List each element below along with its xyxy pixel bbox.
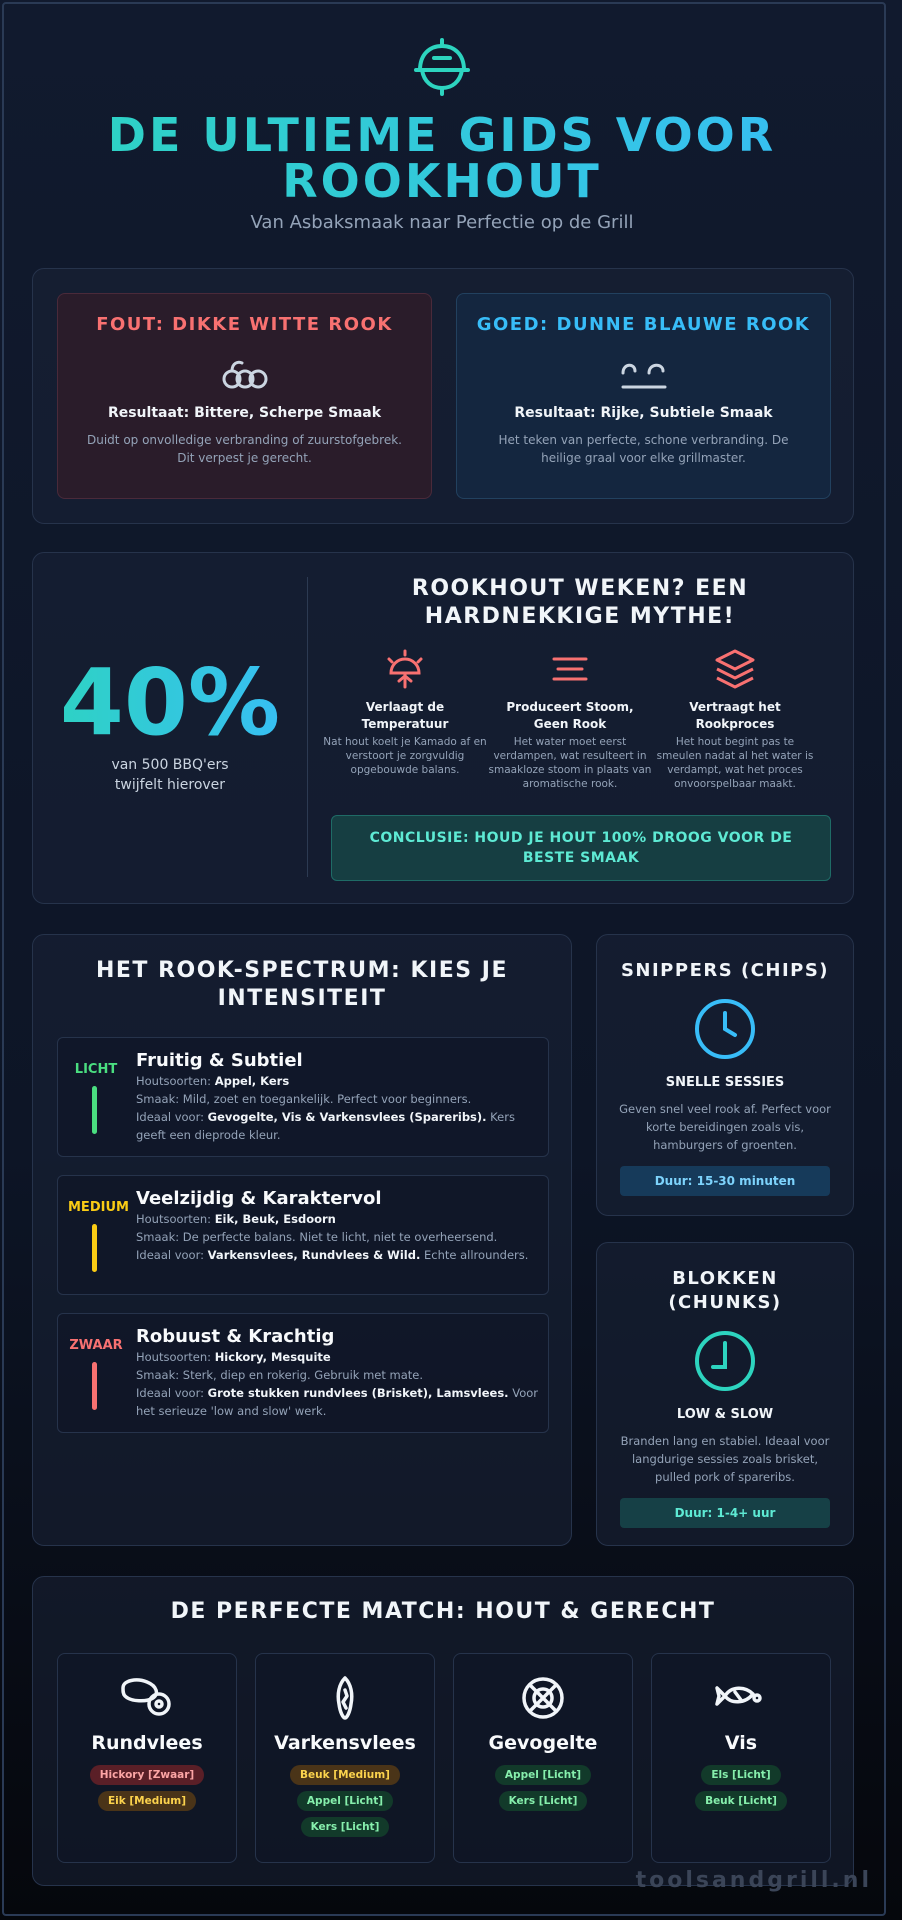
wood-tag: Appel [Licht] — [495, 1765, 591, 1785]
myth-item-steam — [488, 647, 652, 791]
sun-cooling-icon — [383, 647, 427, 691]
tier-medium — [57, 1175, 549, 1295]
myth-head: Produceert Stoom, Geen Rook — [506, 700, 634, 731]
good-smoke-card — [456, 293, 831, 499]
wood-tag: Hickory [Zwaar] — [90, 1765, 204, 1785]
clock-icon — [693, 997, 757, 1061]
tier-bar — [92, 1086, 97, 1134]
bad-smoke-result: Resultaat: Bittere, Scherpe Smaak — [107, 405, 382, 421]
wood-tag: Kers [Licht] — [499, 1791, 588, 1811]
grill-dome-icon — [412, 36, 472, 98]
chunks-duration: Duur: 1-4+ uur — [620, 1498, 830, 1528]
myth-text: Het hout begint pas te smeulen nadat al het water is verdampt, wat het proces onvoorspelbaar maakt. — [656, 736, 814, 790]
tier-woods: Houtsoorten: Appel, Kers — [136, 1074, 290, 1088]
tier-level: ZWAAR — [69, 1338, 123, 1353]
tier-bar — [92, 1224, 97, 1272]
chips-sub: SNELLE SESSIES — [665, 1075, 785, 1090]
match-card-gevogelte — [453, 1653, 633, 1863]
myth-title: ROOKHOUT WEKEN? EEN HARDNEKKIGE MYTHE! — [411, 576, 749, 629]
smoke-panel — [32, 268, 854, 524]
tier-body — [136, 1326, 540, 1420]
spectrum-panel — [32, 934, 572, 1546]
wood-tag: Eik [Medium] — [98, 1791, 196, 1811]
tier-taste: Smaak: Mild, zoet en toegankelijk. Perfect voor beginners. — [136, 1092, 472, 1106]
chunks-sub: LOW & SLOW — [676, 1407, 774, 1422]
match-name: Rundvlees — [91, 1732, 203, 1754]
spectrum-title: HET ROOK-SPECTRUM: KIES JE INTENSITEIT — [95, 958, 508, 1011]
wood-tag: Kers [Licht] — [301, 1817, 390, 1837]
match-name: Varkensvlees — [274, 1732, 416, 1754]
thick-smoke-icon — [220, 357, 270, 391]
watermark: toolsandgrill.nl — [635, 1868, 872, 1893]
bad-smoke-card — [57, 293, 432, 499]
wood-tag: Els [Licht] — [701, 1765, 780, 1785]
stat-number: 40% — [33, 653, 307, 753]
tier-licht — [57, 1037, 549, 1157]
chunks-card — [596, 1242, 854, 1546]
tier-woods: Houtsoorten: Eik, Beuk, Esdoorn — [136, 1212, 336, 1226]
tier-body — [136, 1050, 540, 1144]
myth-text: Het water moet eerst verdampen, wat resulteert in smaakloze stoom in plaats van aromatische rook. — [488, 736, 652, 790]
tier-level: MEDIUM — [68, 1200, 129, 1215]
divider — [307, 577, 308, 877]
tier-name: Robuust & Krachtig — [136, 1326, 335, 1347]
myth-head: Verlaagt de Temperatuur — [361, 700, 449, 731]
myth-panel — [32, 552, 854, 904]
tier-ideal: Ideaal voor: Gevogelte, Vis & Varkensvlees (Spareribs). Kers geeft een dieprode kleur. — [136, 1110, 515, 1142]
good-smoke-title: GOED: DUNNE BLAUWE ROOK — [476, 314, 811, 335]
tag-list — [58, 1762, 236, 1814]
page-title: DE ULTIEME GIDS VOOR ROOKHOUT — [0, 112, 884, 204]
tier-taste: Smaak: De perfecte balans. Niet te licht, niet te overheersend. — [136, 1230, 498, 1244]
chips-card — [596, 934, 854, 1216]
tier-bar — [92, 1362, 97, 1410]
tier-taste: Smaak: Sterk, diep en rokerig. Gebruik met mate. — [136, 1368, 424, 1382]
tag-list — [454, 1762, 632, 1814]
myth-item-temperature — [323, 647, 487, 777]
page-subtitle: Van Asbaksmaak naar Perfectie op de Grill — [250, 212, 634, 233]
tier-body — [136, 1188, 540, 1264]
pork-bone-icon — [315, 1676, 375, 1720]
poultry-icon — [513, 1676, 573, 1720]
chips-desc: Geven snel veel rook af. Perfect voor korte bereidingen zoals vis, hamburgers of groenten. — [619, 1102, 831, 1152]
match-card-vis — [651, 1653, 831, 1863]
match-card-varkensvlees — [255, 1653, 435, 1863]
tier-name: Fruitig & Subtiel — [136, 1050, 303, 1071]
match-name: Gevogelte — [488, 1732, 598, 1754]
clock-icon — [693, 1329, 757, 1393]
steam-lines-icon — [548, 647, 592, 691]
good-smoke-desc: Het teken van perfecte, schone verbranding. De heilige graal voor elke grillmaster. — [498, 433, 789, 465]
myth-head: Vertraagt het Rookproces — [689, 700, 781, 731]
thin-smoke-icon — [619, 357, 669, 391]
good-smoke-result: Resultaat: Rijke, Subtiele Smaak — [514, 405, 773, 421]
fish-icon — [711, 1676, 771, 1720]
bad-smoke-desc: Duidt op onvolledige verbranding of zuurstofgebrek. Dit verpest je gerecht. — [87, 433, 402, 465]
tier-woods: Houtsoorten: Hickory, Mesquite — [136, 1350, 331, 1364]
match-title: DE PERFECTE MATCH: HOUT & GERECHT — [170, 1599, 716, 1624]
match-panel — [32, 1576, 854, 1886]
match-card-rundvlees — [57, 1653, 237, 1863]
conclusion-banner: CONCLUSIE: HOUD JE HOUT 100% DROOG VOOR DE BESTE SMAAK — [331, 815, 831, 881]
myth-text: Nat hout koelt je Kamado af en verstoort je zorgvuldig opgebouwde balans. — [323, 736, 487, 776]
wood-tag: Appel [Licht] — [297, 1791, 393, 1811]
stat-block — [33, 649, 307, 795]
steak-icon — [117, 1676, 177, 1720]
tier-level: LICHT — [74, 1062, 118, 1077]
tier-ideal: Ideaal voor: Grote stukken rundvlees (Brisket), Lamsvlees. Voor het serieuze 'low and slow' werk. — [136, 1386, 538, 1418]
tag-list — [652, 1762, 830, 1814]
myth-item-layers — [653, 647, 817, 791]
tier-name: Veelzijdig & Karaktervol — [136, 1188, 382, 1209]
wood-tag: Beuk [Licht] — [695, 1791, 787, 1811]
layers-icon — [713, 647, 757, 691]
chunks-desc: Branden lang en stabiel. Ideaal voor langdurige sessies zoals brisket, pulled pork of spareribs. — [620, 1434, 830, 1484]
chips-title: SNIPPERS (CHIPS) — [620, 960, 830, 981]
match-name: Vis — [724, 1732, 758, 1754]
chips-duration: Duur: 15-30 minuten — [620, 1166, 830, 1196]
tier-ideal: Ideaal voor: Varkensvlees, Rundvlees & Wild. Echte allrounders. — [136, 1248, 529, 1262]
tier-zwaar — [57, 1313, 549, 1433]
wood-tag: Beuk [Medium] — [290, 1765, 400, 1785]
tag-list — [256, 1762, 434, 1840]
chunks-title: BLOKKEN (CHUNKS) — [668, 1268, 782, 1313]
stat-label: van 500 BBQ'ers twijfelt hierover — [111, 757, 229, 793]
header — [0, 36, 884, 233]
bad-smoke-title: FOUT: DIKKE WITTE ROOK — [96, 314, 393, 335]
